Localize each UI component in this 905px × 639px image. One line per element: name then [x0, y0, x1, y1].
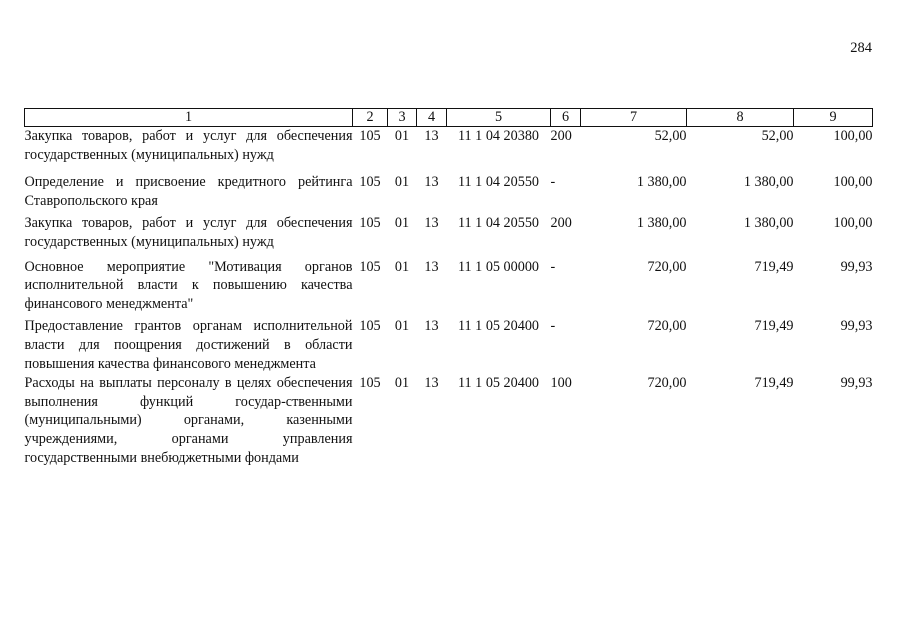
- row-executed-amount: 1 380,00: [743, 215, 794, 232]
- row-name: Закупка товаров, работ и услуг для обеспечения государственных (муниципальных) нужд: [24, 215, 353, 250]
- row-section-code: 01: [394, 318, 410, 335]
- row-target-article: 11 1 05 20400: [457, 318, 540, 335]
- row-target-article: 11 1 04 20550: [457, 174, 540, 191]
- row-planned-amount: 52,00: [654, 128, 687, 144]
- row-expense-type: -: [550, 174, 556, 191]
- table-row: [25, 317, 873, 373]
- row-planned-amount: 720,00: [647, 258, 687, 275]
- row-planned-amount: 1 380,00: [636, 215, 687, 232]
- row-executed-amount: 719,49: [754, 258, 794, 275]
- row-target-article: 11 1 05 20400: [457, 375, 540, 392]
- column-header: 9: [794, 109, 873, 127]
- row-ministry-code: 105: [359, 375, 381, 392]
- row-execution-percent: 99,93: [840, 375, 873, 392]
- column-header: 3: [388, 109, 417, 127]
- row-ministry-code: 105: [359, 258, 381, 275]
- row-subsection-code: 13: [424, 128, 439, 144]
- row-ministry-code: 105: [359, 318, 381, 335]
- column-header: 7: [581, 109, 687, 127]
- row-expense-type: -: [550, 258, 556, 275]
- row-subsection-code: 13: [424, 318, 439, 335]
- row-ministry-code: 105: [359, 128, 381, 144]
- row-name: Закупка товаров, работ и услуг для обеспечения государственных (муниципальных) нужд: [24, 128, 353, 163]
- column-header: 2: [353, 109, 388, 127]
- row-subsection-code: 13: [424, 258, 439, 275]
- row-subsection-code: 13: [424, 215, 439, 232]
- row-execution-percent: 100,00: [833, 128, 873, 144]
- row-section-code: 01: [394, 215, 410, 232]
- row-section-code: 01: [394, 258, 410, 275]
- row-execution-percent: 100,00: [833, 174, 873, 191]
- row-expense-type: 200: [550, 215, 572, 232]
- row-ministry-code: 105: [359, 215, 381, 232]
- table-row: [25, 127, 873, 169]
- row-section-code: 01: [394, 375, 410, 392]
- row-target-article: 11 1 04 20550: [457, 215, 540, 232]
- row-executed-amount: 52,00: [761, 128, 794, 144]
- row-expense-type: 200: [550, 128, 572, 144]
- table-header-row: [25, 109, 873, 127]
- row-name: Определение и присвоение кредитного рейтинга Ставропольского края: [24, 174, 353, 209]
- row-subsection-code: 13: [424, 375, 439, 392]
- row-expense-type: 100: [550, 375, 572, 392]
- column-header: 8: [687, 109, 794, 127]
- row-subsection-code: 13: [424, 174, 439, 191]
- budget-table: [24, 108, 873, 471]
- column-header: 5: [447, 109, 551, 127]
- table-row: [25, 210, 873, 255]
- table-row: [25, 373, 873, 471]
- row-planned-amount: 720,00: [647, 318, 687, 335]
- row-name: Расходы на выплаты персоналу в целях обеспечения выполнения функций государ-ственными (муниципальными) органами, казенными учреждениями, органами управления государственными внебюджетными фондами: [24, 375, 353, 466]
- row-executed-amount: 719,49: [754, 318, 794, 335]
- row-target-article: 11 1 05 00000: [457, 258, 540, 275]
- row-planned-amount: 720,00: [647, 375, 687, 392]
- row-section-code: 01: [394, 128, 410, 144]
- column-header: 1: [25, 109, 353, 127]
- column-header: 6: [551, 109, 581, 127]
- row-name: Основное мероприятие "Мотивация органов исполнительной власти к повышению качества финансового менеджмента": [24, 258, 353, 312]
- row-section-code: 01: [394, 174, 410, 191]
- page-number: 284: [850, 40, 872, 56]
- row-target-article: 11 1 04 20380: [457, 128, 540, 144]
- column-header: 4: [417, 109, 447, 127]
- row-planned-amount: 1 380,00: [636, 174, 687, 191]
- row-ministry-code: 105: [359, 174, 381, 191]
- row-expense-type: -: [550, 318, 556, 335]
- row-execution-percent: 99,93: [840, 258, 873, 275]
- row-executed-amount: 719,49: [754, 375, 794, 392]
- row-execution-percent: 99,93: [840, 318, 873, 335]
- row-executed-amount: 1 380,00: [743, 174, 794, 191]
- table-row: [25, 168, 873, 210]
- row-name: Предоставление грантов органам исполнительной власти для поощрения достижений в области повышения качества финансового менеджмента: [24, 318, 353, 372]
- row-execution-percent: 100,00: [833, 215, 873, 232]
- table-row: [25, 256, 873, 318]
